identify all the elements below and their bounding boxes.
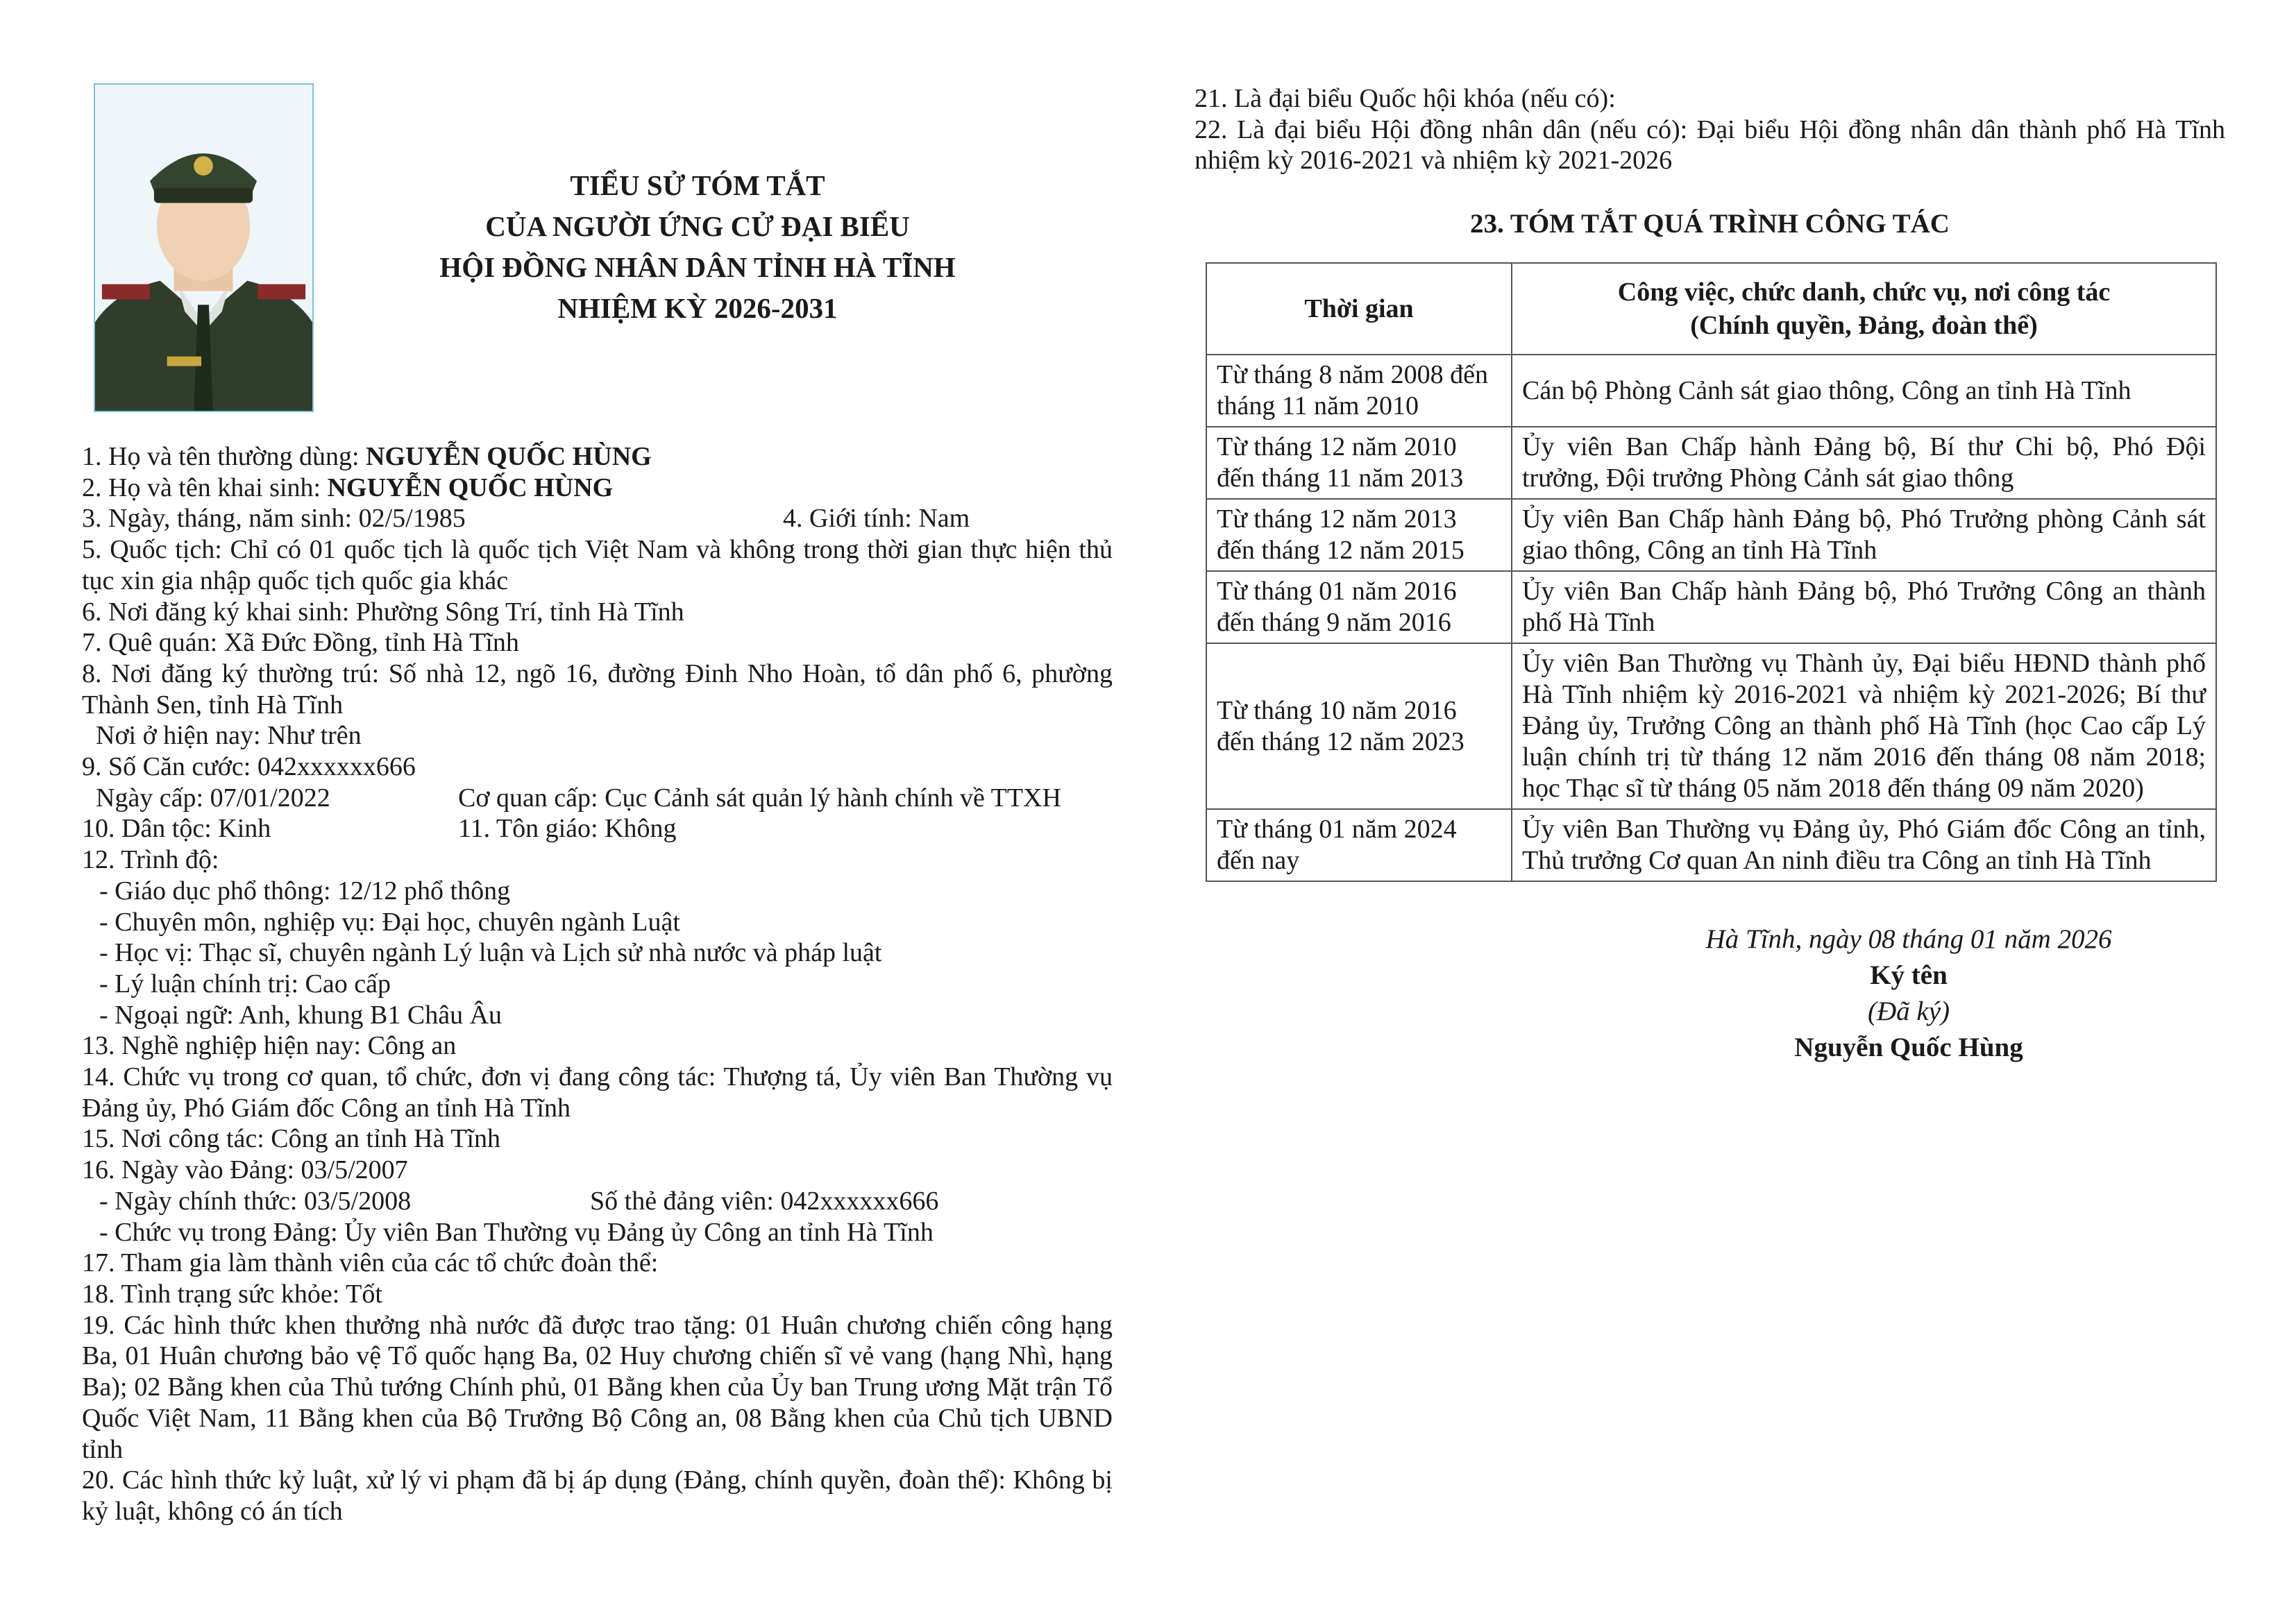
cell-description: Ủy viên Ban Thường vụ Thành ủy, Đại biểu HĐND thành phố Hà Tĩnh nhiệm kỳ 2016-2021 và nhiệm kỳ 2021-2026; Bí thư Đảng ủy, Trưởng Công an thành phố Hà Tĩnh (học Cao cấp Lý luận chính trị từ tháng 12 năm 2016 đến tháng 08 năm 2018; học Thạc sĩ từ tháng 05 năm 2018 đến tháng 09 năm 2020) [1512,643,2216,809]
field-gender: 4. Giới tính: Nam [783,504,970,534]
cell-time: Từ tháng 12 năm 2010 đến tháng 11 năm 2013 [1206,427,1512,499]
field-party-official-date: - Ngày chính thức: 03/5/2008 [99,1186,412,1216]
cell-time: Từ tháng 12 năm 2013 đến tháng 12 năm 2015 [1206,499,1512,571]
title-line-4: NHIỆM KỲ 2026-2031 [557,292,838,324]
cell-description: Ủy viên Ban Thường vụ Đảng ủy, Phó Giám đốc Công an tỉnh, Thủ trưởng Cơ quan An ninh điều tra Công an tỉnh Hà Tĩnh [1512,809,2216,881]
field-party-join-date: 16. Ngày vào Đảng: 03/5/2007 [82,1155,408,1185]
document-title [347,165,1048,329]
representative-fields [1195,83,2225,176]
field-occupation: 13. Nghề nghiệp hiện nay: Công an [82,1031,457,1061]
table-row [1206,499,2216,571]
field-education: 12. Trình độ: [82,845,219,875]
table-header-row [1206,263,2216,355]
field-id-issue-date: Ngày cấp: 07/01/2022 [96,783,330,813]
field-permanent-address: 8. Nơi đăng ký thường trú: Số nhà 12, ngõ 16, đường Đinh Nho Hoàn, tổ dân phố 6, phường Thành Sen, tỉnh Hà Tĩnh [82,658,1113,720]
field-id-issue [82,783,1113,814]
work-history-table [1206,262,2217,882]
field-awards: 19. Các hình thức khen thưởng nhà nước đã được trao tặng: 01 Huân chương chiến công hạng Ba, 01 Huân chương bảo vệ Tổ quốc hạng Ba, 02 Huy chương chiến sĩ vẻ vang (hạng Nhì, hạng Ba); 02 Bằng khen của Thủ tướng Chính phủ, 01 Bằng khen của Ủy ban Trung ương Mặt trận Tổ Quốc Việt Nam, 11 Bằng khen của Bộ Trưởng Bộ Công an, 08 Bằng khen của Chủ tịch UBND tỉnh [82,1310,1113,1464]
field-discipline: 20. Các hình thức kỷ luật, xử lý vi phạm đã bị áp dụng (Đảng, chính quyền, đoàn thể): Không bị kỷ luật, không có án tích [82,1465,1113,1526]
field-religion: 11. Tôn giáo: Không [458,814,677,844]
signer-name: Nguyễn Quốc Hùng [1794,1033,2023,1062]
cell-time: Từ tháng 10 năm 2016 đến tháng 12 năm 2023 [1206,643,1512,809]
field-peoples-council: 22. Là đại biểu Hội đồng nhân dân (nếu có): Đại biểu Hội đồng nhân dân thành phố Hà Tĩnh nhiệm kỳ 2016-2021 và nhiệm kỳ 2021-2026 [1195,114,2225,176]
education-item: - Lý luận chính trị: Cao cấp [99,969,391,999]
field-id-number: 9. Số Căn cước: 042xxxxxx666 [82,752,416,782]
title-line-2: CỦA NGƯỜI ỨNG CỬ ĐẠI BIỂU [485,210,910,242]
table-row [1206,571,2216,643]
education-item: - Giáo dục phổ thông: 12/12 phổ thông [99,876,511,906]
field-health: 18. Tình trạng sức khỏe: Tốt [82,1279,382,1309]
field-national-assembly: 21. Là đại biểu Quốc hội khóa (nếu có): [1195,84,1616,113]
cell-time: Từ tháng 01 năm 2024 đến nay [1206,809,1512,881]
signed-note: (Đã ký) [1867,996,1950,1026]
cell-time: Từ tháng 01 năm 2016 đến tháng 9 năm 2016 [1206,571,1512,643]
field-birthdate-gender [82,503,1113,534]
field-party-card: Số thẻ đảng viên: 042xxxxxx666 [590,1186,939,1216]
place-date: Hà Tĩnh, ngày 08 tháng 01 năm 2026 [1705,924,2112,954]
work-history-title: 23. TÓM TẮT QUÁ TRÌNH CÔNG TÁC [1470,209,1950,239]
title-line-3: HỘI ĐỒNG NHÂN DÂN TỈNH HÀ TĨNH [439,251,956,283]
field-birthdate: 3. Ngày, tháng, năm sinh: 02/5/1985 [82,504,466,534]
cell-description: Ủy viên Ban Chấp hành Đảng bộ, Bí thư Chi bộ, Phó Đội trưởng, Đội trưởng Phòng Cảnh sát giao thông [1512,427,2216,499]
field-party-position: - Chức vụ trong Đảng: Ủy viên Ban Thường vụ Đảng ủy Công an tỉnh Hà Tĩnh [99,1217,934,1247]
field-workplace: 15. Nơi công tác: Công an tỉnh Hà Tĩnh [82,1124,501,1154]
field-birth-registration: 6. Nơi đăng ký khai sinh: Phường Sông Trí, tỉnh Hà Tĩnh [82,597,684,627]
field-organizations: 17. Tham gia làm thành viên của các tổ chức đoàn thể: [82,1248,659,1278]
column-header-time: Thời gian [1206,263,1512,355]
signature-block [1631,921,2186,1066]
sign-label: Ký tên [1870,960,1948,990]
table-row [1206,643,2216,809]
field-nationality: 5. Quốc tịch: Chỉ có 01 quốc tịch là quốc tịch Việt Nam và không trong thời gian thực hiện thủ tục xin gia nhập quốc tịch quốc gia khác [82,535,1113,595]
biography-fields [82,441,1113,1527]
education-item: - Ngoại ngữ: Anh, khung B1 Châu Âu [99,1000,503,1030]
table-row [1206,427,2216,499]
field-common-name: 1. Họ và tên thường dùng: NGUYỄN QUỐC HÙNG [82,442,652,471]
cell-time: Từ tháng 8 năm 2008 đến tháng 11 năm 2010 [1206,355,1512,427]
field-id-issuer: Cơ quan cấp: Cục Cảnh sát quản lý hành chính về TTXH [458,783,1061,813]
cell-description: Ủy viên Ban Chấp hành Đảng bộ, Phó Trưởng Công an thành phố Hà Tĩnh [1512,571,2216,643]
field-ethnicity-religion [82,813,1113,844]
field-ethnicity: 10. Dân tộc: Kinh [82,814,271,844]
cell-description: Cán bộ Phòng Cảnh sát giao thông, Công an tỉnh Hà Tĩnh [1512,355,2216,427]
field-hometown: 7. Quê quán: Xã Đức Đồng, tỉnh Hà Tĩnh [82,628,519,658]
portrait-icon [95,85,312,411]
table-row [1206,809,2216,881]
table-row [1206,355,2216,427]
cell-description: Ủy viên Ban Chấp hành Đảng bộ, Phó Trưởng phòng Cảnh sát giao thông, Công an tỉnh Hà Tĩnh [1512,499,2216,571]
field-position: 14. Chức vụ trong cơ quan, tổ chức, đơn vị đang công tác: Thượng tá, Ủy viên Ban Thường vụ Đảng ủy, Phó Giám đốc Công an tỉnh Hà Tĩnh [82,1062,1113,1123]
column-header-description: Công việc, chức danh, chức vụ, nơi công tác (Chính quyền, Đảng, đoàn thể) [1512,263,2216,355]
field-birth-name: 2. Họ và tên khai sinh: NGUYỄN QUỐC HÙNG [82,473,614,502]
field-current-residence: Nơi ở hiện nay: Như trên [96,721,362,751]
portrait-photo [94,83,314,412]
title-line-1: TIỂU SỬ TÓM TẮT [570,169,825,201]
education-item: - Học vị: Thạc sĩ, chuyên ngành Lý luận và Lịch sử nhà nước và pháp luật [99,938,882,968]
education-item: - Chuyên môn, nghiệp vụ: Đại học, chuyên ngành Luật [99,907,680,937]
field-party-official [82,1186,1113,1217]
